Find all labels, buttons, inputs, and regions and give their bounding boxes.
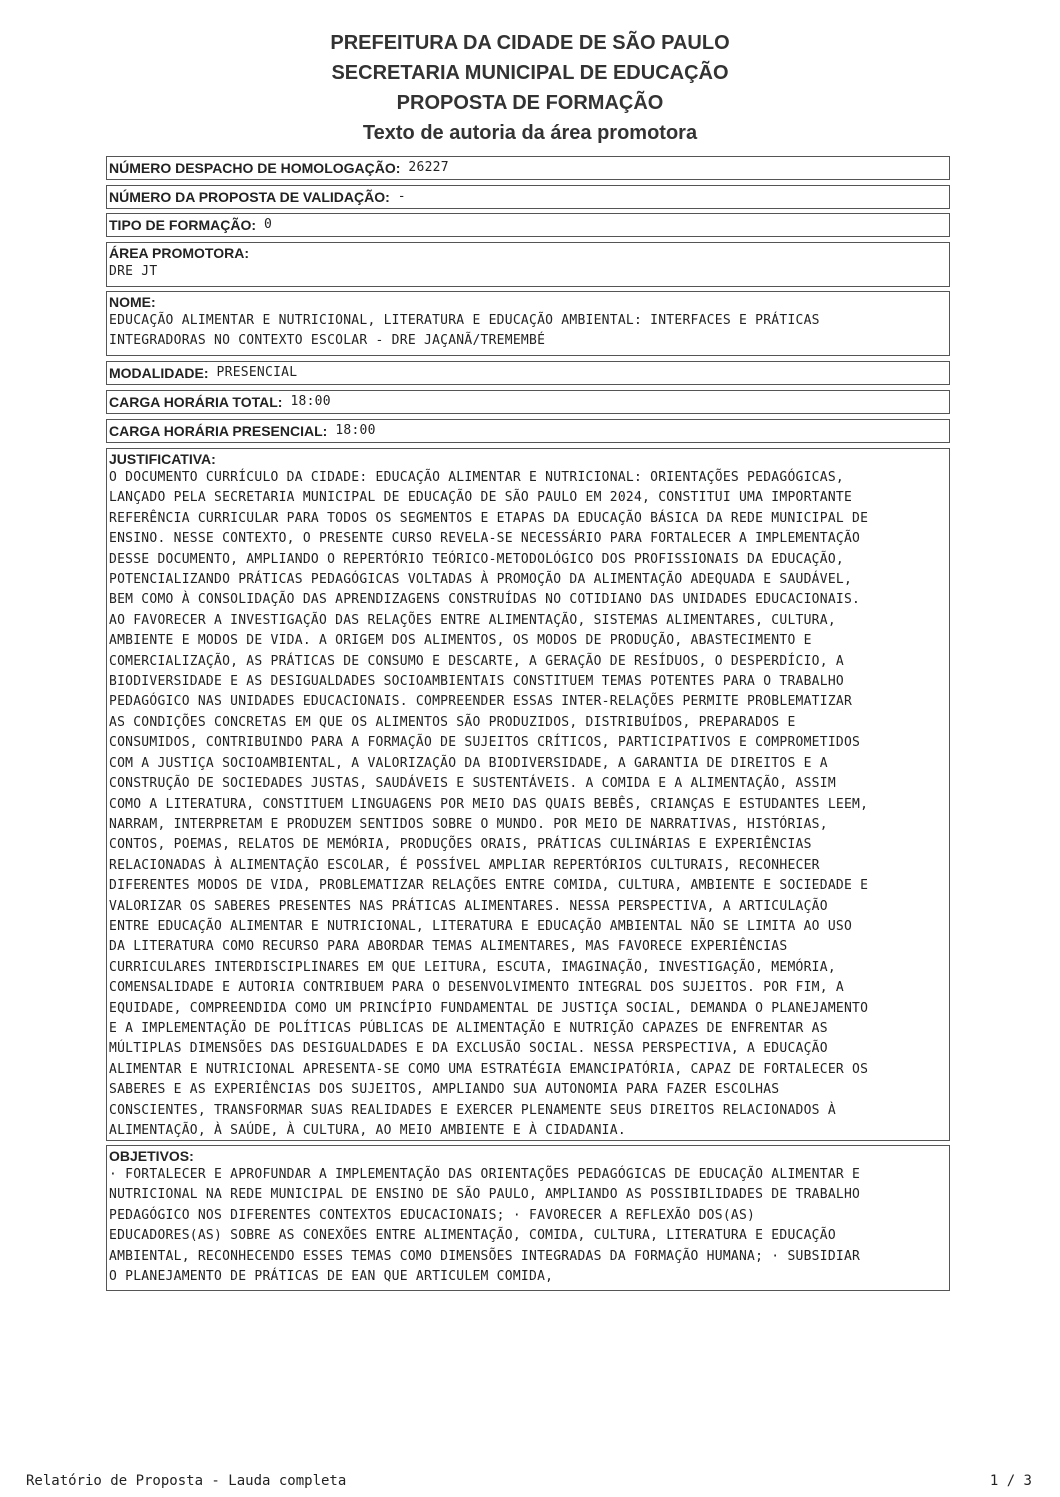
field-value: - <box>397 189 406 204</box>
field-tipo-formacao <box>106 213 950 237</box>
field-nome <box>106 291 950 356</box>
field-justificativa <box>106 448 950 1141</box>
field-label: CARGA HORÁRIA TOTAL: <box>109 394 283 410</box>
field-objetivos <box>106 1145 950 1291</box>
field-value: O DOCUMENTO CURRÍCULO DA CIDADE: EDUCAÇÃO ALIMENTAR E NUTRICIONAL: ORIENTAÇÕES PEDAGÓGICAS, LANÇADO PELA SECRETARIA MUNICIPAL DE EDUCAÇÃO DE SÃO PAULO EM 2024, CONSTITUI UMA IMPORTANTE REFERÊNCIA CURRICULAR PARA TODOS OS SEGMENTOS E ETAPAS DA EDUCAÇÃO BÁSICA DA REDE MUNICIPAL DE ENSINO. NESSE CONTEXTO, O PRESENTE CURSO REVELA-SE NECESSÁRIO PARA FORTALECER A IMPLEMENTAÇÃO DESSE DOCUMENTO, AMPLIANDO O REPERTÓRIO TEÓRICO-METODOLÓGICO DOS PROFISSIONAIS DA EDUCAÇÃO, POTENCIALIZANDO PRÁTICAS PEDAGÓGICAS VOLTADAS À PROMOÇÃO DA ALIMENTAÇÃO ADEQUADA E SAUDÁVEL, BEM COMO À CONSOLIDAÇÃO DAS APRENDIZAGENS CONSTRUÍDAS NO COTIDIANO DAS UNIDADES EDUCACIONAIS. AO FAVORECER A INVESTIGAÇÃO DAS RELAÇÕES ENTRE ALIMENTAÇÃO, SISTEMAS ALIMENTARES, CULTURA, AMBIENTE E MODOS DE VIDA. A ORIGEM DOS ALIMENTOS, OS MODOS DE PRODUÇÃO, ABASTECIMENTO E COMERCIALIZAÇÃO, AS PRÁTICAS DE CONSUMO E DESCARTE, A GERAÇÃO DE RESÍDUOS, O DESPERDÍCIO, A BIODIVERSIDADE E AS DESIGUALDADES SOCIOAMBIENTAIS CONSTITUEM TEMAS POTENTES PARA O TRABALHO PEDAGÓGICO NAS UNIDADES EDUCACIONAIS. COMPREENDER ESSAS INTER-RELAÇÕES PERMITE PROBLEMATIZAR AS CONDIÇÕES CONCRETAS EM QUE OS ALIMENTOS SÃO PRODUZIDOS, DISTRIBUÍDOS, PREPARADOS E CONSUMIDOS, CONTRIBUINDO PARA A FORMAÇÃO DE SUJEITOS CRÍTICOS, PARTICIPATIVOS E COMPROMETIDOS COM A JUSTIÇA SOCIOAMBIENTAL, A VALORIZAÇÃO DA BIODIVERSIDADE, A GARANTIA DE DIREITOS E A CONSTRUÇÃO DE SOCIEDADES JUSTAS, SAUDÁVEIS E SUSTENTÁVEIS. A COMIDA E A ALIMENTAÇÃO, ASSIM COMO A LITERATURA, CONSTITUEM LINGUAGENS POR MEIO DAS QUAIS BEBÊS, CRIANÇAS E ESTUDANTES LEEM, NARRAM, INTERPRETAM E PRODUZEM SENTIDOS SOBRE O MUNDO. POR MEIO DE NARRATIVAS, HISTÓRIAS, CONTOS, POEMAS, RELATOS DE MEMÓRIA, PRODUÇÕES ORAIS, PRÁTICAS CULINÁRIAS E EXPERIÊNCIAS RELACIONADAS À ALIMENTAÇÃO ESCOLAR, É POSSÍVEL AMPLIAR REPERTÓRIOS CULTURAIS, RECONHECER DIFERENTES MODOS DE VIDA, PROBLEMATIZAR RELAÇÕES ENTRE COMIDA, CULTURA, AMBIENTE E SOCIEDADE E VALORIZAR OS SABERES PRESENTES NAS PRÁTICAS ALIMENTARES. NESSA PERSPECTIVA, A ARTICULAÇÃO ENTRE EDUCAÇÃO ALIMENTAR E NUTRICIONAL, LITERATURA E EDUCAÇÃO AMBIENTAL NÃO SE LIMITA AO USO DA LITERATURA COMO RECURSO PARA ABORDAR TEMAS ALIMENTARES, MAS FAVORECE EXPERIÊNCIAS CURRICULARES INTERDISCIPLINARES EM QUE LEITURA, ESCUTA, IMAGINAÇÃO, INVESTIGAÇÃO, MEMÓRIA, COMENSALIDADE E AUTORIA CONTRIBUEM PARA O DESENVOLVIMENTO INTEGRAL DOS SUJEITOS. POR FIM, A EQUIDADE, COMPREENDIDA COMO UM PRINCÍPIO FUNDAMENTAL DE JUSTIÇA SOCIAL, DEMANDA O PLANEJAMENTO E A IMPLEMENTAÇÃO DE POLÍTICAS PÚBLICAS DE ALIMENTAÇÃO E NUTRIÇÃO CAPAZES DE ENFRENTAR AS MÚLTIPLAS DIMENSÕES DAS DESIGUALDADES E DA EXCLUSÃO SOCIAL. NESSA PERSPECTIVA, A EDUCAÇÃO ALIMENTAR E NUTRICIONAL APRESENTA-SE COMO UMA ESTRATÉGIA EMANCIPATÓRIA, CAPAZ DE FORTALECER OS SABERES E AS EXPERIÊNCIAS DOS SUJEITOS, AMPLIANDO SUA AUTONOMIA PARA FAZER ESCOLHAS CONSCIENTES, TRANSFORMAR SUAS REALIDADES E EXERCER PLENAMENTE SEUS DIREITOS RELACIONADOS À ALIMENTAÇÃO, À SAÚDE, À CULTURA, AO MEIO AMBIENTE E À CIDADANIA. <box>109 470 869 1138</box>
document-header <box>0 28 1060 148</box>
field-label: NOME: <box>109 294 156 310</box>
field-area-promotora <box>106 242 950 287</box>
field-label: CARGA HORÁRIA PRESENCIAL: <box>109 423 328 439</box>
field-value: PRESENCIAL <box>216 365 298 380</box>
field-value: 26227 <box>408 160 449 175</box>
field-label: JUSTIFICATIVA: <box>109 451 216 467</box>
field-value: EDUCAÇÃO ALIMENTAR E NUTRICIONAL, LITERATURA E EDUCAÇÃO AMBIENTAL: INTERFACES E PRÁTICAS INTEGRADORAS NO CONTEXTO ESCOLAR - DRE JAÇANÃ/TREMEMBÉ <box>109 313 820 349</box>
field-value: 18:00 <box>335 423 376 438</box>
header-line-proposta: PROPOSTA DE FORMAÇÃO <box>396 92 664 114</box>
field-carga-presencial <box>106 419 950 443</box>
field-validacao <box>106 185 950 209</box>
field-label: OBJETIVOS: <box>109 1148 194 1164</box>
field-value: 0 <box>264 217 273 232</box>
field-value: · FORTALECER E APROFUNDAR A IMPLEMENTAÇÃO DAS ORIENTAÇÕES PEDAGÓGICAS DE EDUCAÇÃO ALIMENTAR E NUTRICIONAL NA REDE MUNICIPAL DE ENSINO DE SÃO PAULO, AMPLIANDO AS POSSIBILIDADES DE TRABALHO PEDAGÓGICO NOS DIFERENTES CONTEXTOS EDUCACIONAIS; · FAVORECER A REFLEXÃO DOS(AS) EDUCADORES(AS) SOBRE AS CONEXÕES ENTRE ALIMENTAÇÃO, COMIDA, CULTURA, LITERATURA E EDUCAÇÃO AMBIENTAL, RECONHECENDO ESSES TEMAS COMO DIMENSÕES INTEGRADAS DA FORMAÇÃO HUMANA; · SUBSIDIAR O PLANEJAMENTO DE PRÁTICAS DE EAN QUE ARTICULEM COMIDA, <box>109 1167 861 1285</box>
footer-report-title: Relatório de Proposta - Lauda completa <box>26 1473 347 1489</box>
footer-page-number: 1 / 3 <box>989 1473 1032 1489</box>
field-modalidade <box>106 361 950 385</box>
header-line-autoria: Texto de autoria da área promotora <box>362 122 698 144</box>
field-label: NÚMERO DESPACHO DE HOMOLOGAÇÃO: <box>109 160 401 176</box>
field-despacho <box>106 156 950 180</box>
field-value: 18:00 <box>290 394 331 409</box>
field-value: DRE JT <box>109 264 158 279</box>
header-line-secretaria: SECRETARIA MUNICIPAL DE EDUCAÇÃO <box>331 62 729 84</box>
field-label: NÚMERO DA PROPOSTA DE VALIDAÇÃO: <box>109 189 390 205</box>
field-label: MODALIDADE: <box>109 365 209 381</box>
field-label: TIPO DE FORMAÇÃO: <box>109 217 256 233</box>
header-line-prefeitura: PREFEITURA DA CIDADE DE SÃO PAULO <box>330 32 730 54</box>
field-label: ÁREA PROMOTORA: <box>109 245 249 261</box>
field-carga-total <box>106 390 950 414</box>
